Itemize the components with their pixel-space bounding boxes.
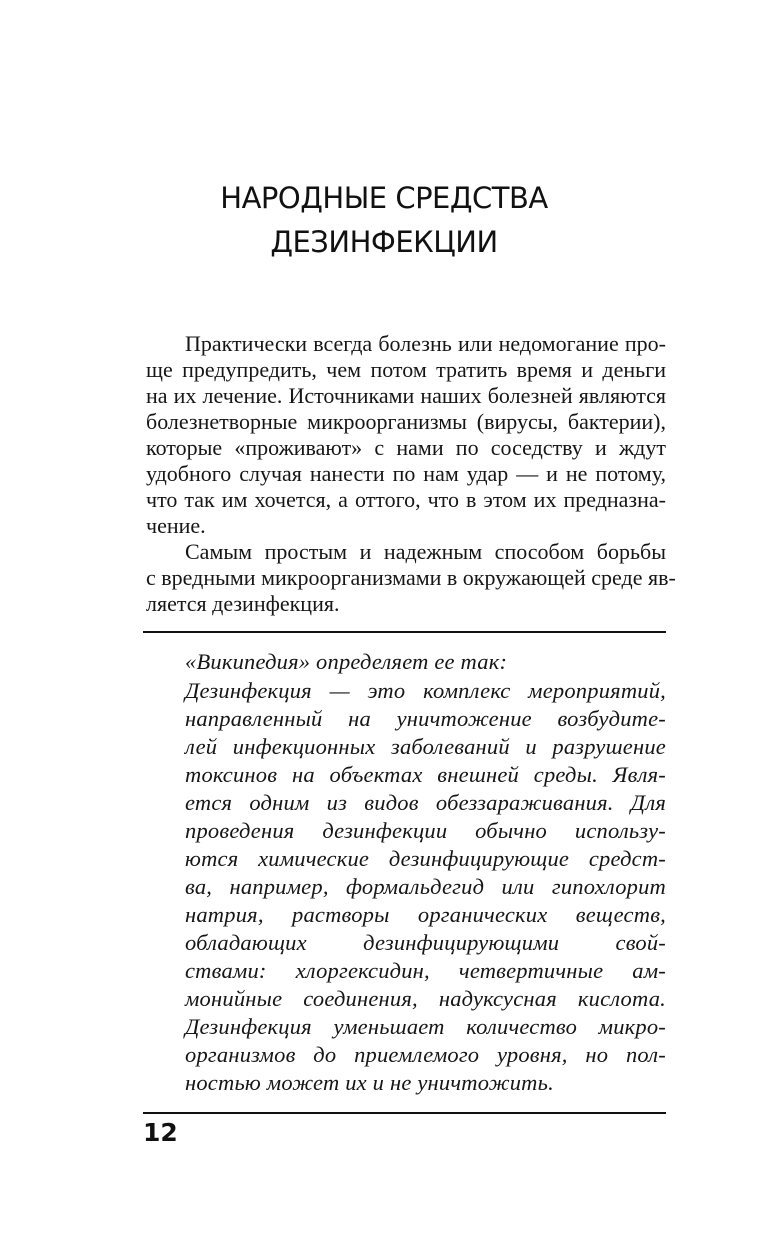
quote-line: токсинов на объектах внешней среды. Явля- [185, 762, 666, 787]
quote-line: направленный на уничтожение возбудите- [185, 706, 666, 731]
chapter-title-line-2: ДЕЗИНФЕКЦИИ [270, 225, 498, 259]
paragraph-1-line: чение. [146, 513, 206, 538]
quote-line: ностью может их и не уничтожить. [185, 1070, 554, 1095]
paragraph-1-line: ще предупредить, чем потом тратить время и деньги [146, 357, 666, 382]
paragraph-1-line: которые «проживают» с нами по соседству и ждут [146, 435, 666, 460]
quote-line: монийные соединения, надуксусная кислота. [185, 986, 666, 1011]
paragraph-1-line: на их лечение. Источниками наших болезней являются [146, 383, 666, 408]
paragraph-2-line: ляется дезинфекция. [146, 591, 340, 616]
quote-line: ются химические дезинфицирующие средст- [185, 846, 666, 871]
quote-line: натрия, растворы органических веществ, [185, 902, 666, 927]
paragraph-2-line: Самым простым и надежным способом борьбы [185, 539, 666, 564]
paragraph-1-line: что так им хочется, а оттого, что в этом их предназна- [146, 487, 666, 512]
paragraph-1-line: болезнетворные микроорганизмы (вирусы, бактерии), [146, 409, 666, 434]
paragraph-2-line: с вредными микроорганизмами в окружающей среде яв- [146, 565, 676, 590]
quote-line: «Википедия» определяет ее так: [185, 649, 508, 674]
quote-top-rule [143, 631, 666, 633]
page-number: 12 [143, 1118, 178, 1147]
paragraph-1-line: удобного случая нанести по нам удар — и не потому, [146, 461, 666, 486]
quote-line: организмов до приемлемого уровня, но пол- [185, 1042, 666, 1067]
quote-line: ется одним из видов обеззараживания. Для [185, 790, 666, 815]
chapter-title-line-1: НАРОДНЫЕ СРЕДСТВА [220, 181, 548, 215]
quote-line: проведения дезинфекции обычно использу- [185, 818, 666, 843]
quote-line: лей инфекционных заболеваний и разрушение [185, 734, 666, 759]
quote-line: Дезинфекция уменьшает количество микро- [185, 1014, 666, 1039]
quote-bottom-rule [143, 1112, 666, 1114]
quote-line: Дезинфекция — это комплекс мероприятий, [185, 678, 666, 703]
quote-line: обладающих дезинфицирующими свой- [185, 930, 666, 955]
quote-line: ствами: хлоргексидин, четвертичные ам- [185, 958, 666, 983]
paragraph-1-line: Практически всегда болезнь или недомогание про- [185, 331, 666, 356]
quote-line: ва, например, формальдегид или гипохлорит [185, 874, 666, 899]
